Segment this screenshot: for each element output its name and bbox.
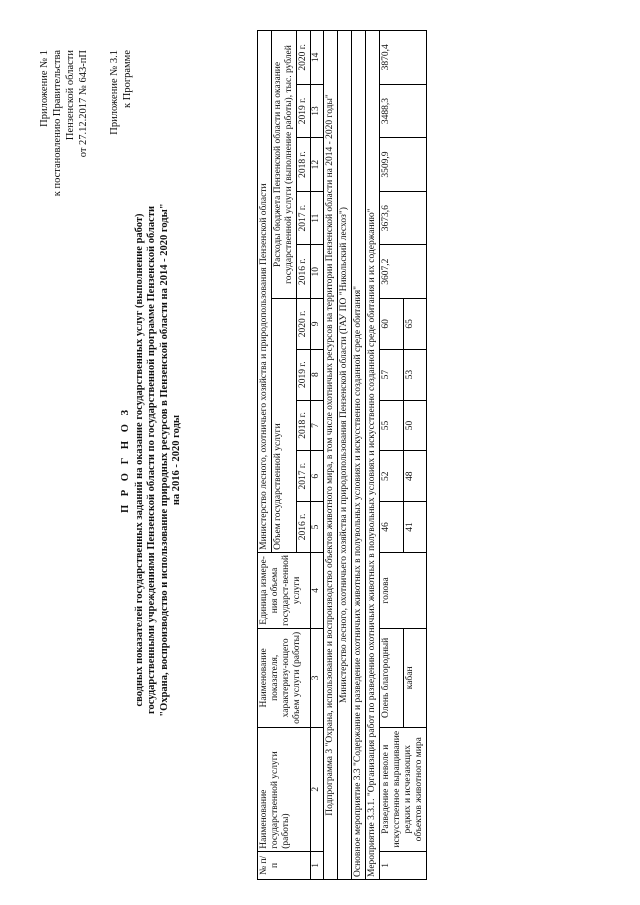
- expense-value: 3673,6: [380, 191, 427, 245]
- volume-value: 53: [403, 349, 427, 400]
- row-service: Разведение в неволе и искусственное выращивание редких и исчезающих объектов животного мира: [380, 727, 427, 851]
- title-line: на 2016 - 2020 годы: [171, 414, 182, 506]
- column-number: 10: [311, 245, 324, 299]
- header-volume: Объем государственной услуги: [272, 299, 297, 553]
- header-num: № п/п: [258, 851, 311, 879]
- header-indicator: Наименование показателя, характеризу-ющего объем услуги (работы): [258, 628, 311, 727]
- column-number: 11: [311, 191, 324, 245]
- column-number: 9: [311, 299, 324, 350]
- appendix-1-line: Пензенской области: [65, 50, 76, 141]
- volume-value: 57: [380, 349, 404, 400]
- header-unit: Единица измере-ния объема государст-венной услуги: [258, 552, 311, 628]
- volume-value: 50: [403, 400, 427, 451]
- appendix-1-date: от 27.12.2017 № 643-пП: [78, 50, 89, 158]
- volume-value: 46: [380, 502, 404, 553]
- column-number-row: [311, 31, 324, 880]
- year-header: 2016 г.: [297, 502, 311, 553]
- year-header: 2016 г.: [297, 245, 311, 299]
- column-number: 13: [311, 84, 324, 138]
- expense-value: 3870,4: [380, 31, 427, 85]
- year-header: 2017 г.: [297, 191, 311, 245]
- title-line: государственными учреждениями Пензенской области по государственной программе Пензенской области: [146, 205, 157, 715]
- title-line: сводных показателей государственных заданий на оказание государственных услуг (выполнение работ): [133, 213, 145, 707]
- year-header: 2019 г.: [297, 349, 311, 400]
- subprogram-row: Подпрограмма 3 "Охрана, использование и воспроизводство объектов животного мира, в том числе охотничьих ресурсов на территории Пензенской области на 2014 - 2020 годы": [324, 31, 338, 880]
- column-number: 14: [311, 31, 324, 85]
- column-number: 5: [311, 502, 324, 553]
- column-number: 3: [311, 628, 324, 727]
- column-number: 1: [311, 851, 324, 879]
- year-header: 2019 г.: [297, 84, 311, 138]
- event-row: Мероприятие 3.3.1. "Организация работ по разведению охотничьих животных в полувольных условиях и искусственно созданной среде обитания и их содержанию": [366, 31, 380, 880]
- ministry-row: Министерство лесного, охотничьего хозяйства и природопользования Пензенской области (ГАУ ПО "Никольский лесхоз"): [338, 31, 352, 880]
- header-expenses: Расходы бюджета Пензенской области на оказание государственной услуги (выполнение работы), тыс. рублей: [272, 31, 297, 299]
- appendix-1-line: к постановлению Правительства: [52, 50, 63, 197]
- row-unit: голова: [380, 552, 427, 628]
- year-header: 2018 г.: [297, 138, 311, 192]
- expense-value: 3488,3: [380, 84, 427, 138]
- appendix-2-line: к Программе: [122, 50, 133, 108]
- year-header: 2020 г.: [297, 299, 311, 350]
- volume-value: 65: [403, 299, 427, 350]
- title-line: "Охрана, воспроизводство и использование природных ресурсов в Пензенской области на 2014 - 2020 годы": [158, 203, 170, 717]
- volume-value: 41: [403, 502, 427, 553]
- header-ministry: Министерство лесного, охотничьего хозяйства и природопользования Пензенской области: [258, 31, 272, 553]
- year-header: 2017 г.: [297, 451, 311, 502]
- expense-value: 3607,2: [380, 245, 427, 299]
- column-number: 12: [311, 138, 324, 192]
- year-header: 2018 г.: [297, 400, 311, 451]
- appendix-2-title: Приложение № 3.1: [109, 50, 120, 135]
- column-number: 8: [311, 349, 324, 400]
- column-number: 2: [311, 727, 324, 851]
- row-num: 1: [380, 851, 427, 879]
- indicator-name: кабан: [403, 628, 427, 727]
- header-service: Наименование государственной услуги (работы): [258, 727, 311, 851]
- year-header: 2020 г.: [297, 31, 311, 85]
- column-number: 4: [311, 552, 324, 628]
- column-number: 7: [311, 400, 324, 451]
- volume-value: 55: [380, 400, 404, 451]
- document-title: [120, 145, 184, 775]
- expense-value: 3509,9: [380, 138, 427, 192]
- forecast-table: [257, 30, 427, 880]
- volume-value: 52: [380, 451, 404, 502]
- main-event-row: Основное мероприятие 3.3 "Содержание и разведение охотничьих животных в полувольных условиях и искусственно созданной среде обитания": [352, 31, 366, 880]
- appendix-1-title: Приложение № 1: [39, 50, 50, 127]
- volume-value: 60: [380, 299, 404, 350]
- title-main: П Р О Г Н О З: [120, 406, 131, 514]
- column-number: 6: [311, 451, 324, 502]
- volume-value: 48: [403, 451, 427, 502]
- indicator-name: Олень благородный: [380, 628, 404, 727]
- table-row: [380, 31, 404, 880]
